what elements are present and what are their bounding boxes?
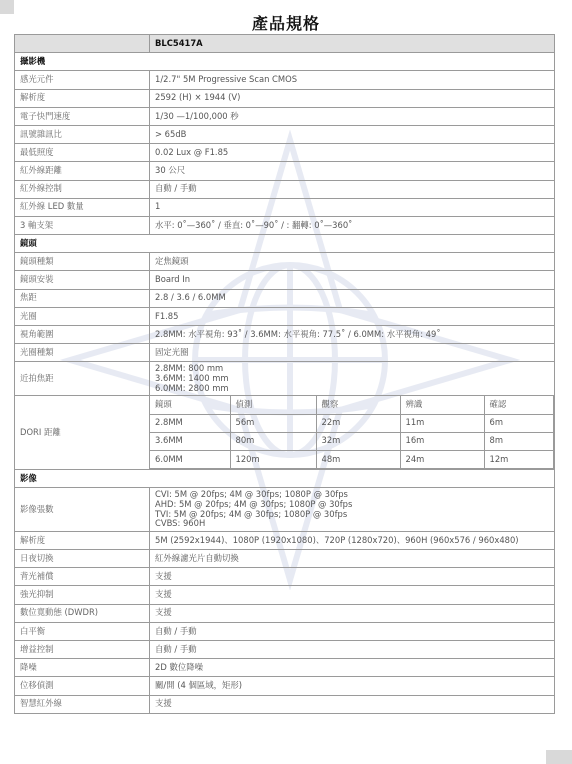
header-label-cell — [15, 35, 150, 53]
spec-value: 固定光圈 — [150, 344, 555, 362]
spec-label: 降噪 — [15, 659, 150, 677]
close-focus-line: 6.0MM: 2800 mm — [155, 382, 229, 393]
close-focus-line: 2.8MM: 800 mm — [155, 363, 224, 374]
dori-data-row — [150, 450, 554, 468]
dori-data-row — [150, 432, 554, 450]
stream-line: AHD: 5M @ 20fps; 4M @ 30fps; 1080P @ 30fps — [155, 498, 353, 509]
section-image — [15, 470, 555, 488]
dori-cell: 8m — [484, 432, 554, 450]
spec-row — [15, 622, 555, 640]
spec-label: 鏡頭安裝 — [15, 271, 150, 289]
corner-mark-bottom-right — [546, 750, 572, 764]
spec-value: 0.02 Lux @ F1.85 — [150, 144, 555, 162]
dori-header-row — [150, 396, 554, 414]
spec-row — [15, 71, 555, 89]
spec-value: 支援 — [150, 568, 555, 586]
spec-value: 2.8 / 3.6 / 6.0MM — [150, 289, 555, 307]
spec-row — [15, 144, 555, 162]
spec-label: 感光元件 — [15, 71, 150, 89]
spec-row — [15, 604, 555, 622]
spec-value: 自動 / 手動 — [150, 622, 555, 640]
spec-value: 支援 — [150, 695, 555, 713]
spec-label: 紅外線 LED 數量 — [15, 198, 150, 216]
dori-header: 偵測 — [230, 396, 316, 414]
spec-row — [15, 695, 555, 713]
spec-value: 1 — [150, 198, 555, 216]
spec-value: F1.85 — [150, 307, 555, 325]
dori-header: 辨識 — [400, 396, 484, 414]
spec-row — [15, 271, 555, 289]
spec-label: 背光補償 — [15, 568, 150, 586]
spec-value: 定焦鏡頭 — [150, 253, 555, 271]
spec-value: 支援 — [150, 586, 555, 604]
dori-cell: 6.0MM — [150, 450, 230, 468]
spec-table — [14, 34, 555, 714]
spec-row — [15, 641, 555, 659]
spec-label: 日夜切換 — [15, 550, 150, 568]
spec-row — [15, 198, 555, 216]
spec-label: 影像張數 — [15, 488, 150, 532]
dori-data-row — [150, 414, 554, 432]
spec-label: 白平衡 — [15, 622, 150, 640]
spec-label: 解析度 — [15, 89, 150, 107]
dori-cell: 22m — [316, 414, 400, 432]
spec-value: 關/開 (4 個區域，矩形) — [150, 677, 555, 695]
dori-cell: 24m — [400, 450, 484, 468]
dori-cell: 32m — [316, 432, 400, 450]
close-focus-row — [15, 362, 555, 396]
stream-line: TVI: 5M @ 20fps; 4M @ 30fps; 1080P @ 30fps — [155, 508, 348, 519]
spec-row — [15, 677, 555, 695]
dori-cell: 12m — [484, 450, 554, 468]
spec-label: 強光抑制 — [15, 586, 150, 604]
dori-cell: 120m — [230, 450, 316, 468]
spec-value: 紅外線濾光片自動切換 — [150, 550, 555, 568]
spec-value: 水平: 0˚—360˚ / 垂直: 0˚—90˚ / : 翻轉: 0˚—360˚ — [150, 216, 555, 234]
dori-cell: 6m — [484, 414, 554, 432]
spec-row — [15, 107, 555, 125]
dori-table-cell — [150, 396, 555, 470]
stream-line: CVBS: 960H — [155, 518, 206, 529]
section-title-image: 影像 — [15, 470, 555, 488]
spec-row — [15, 162, 555, 180]
dori-header: 鏡頭 — [150, 396, 230, 414]
spec-label: 智慧紅外線 — [15, 695, 150, 713]
spec-value: > 65dB — [150, 125, 555, 143]
spec-label: 電子快門速度 — [15, 107, 150, 125]
spec-row — [15, 180, 555, 198]
spec-value: 30 公尺 — [150, 162, 555, 180]
section-title-camera: 攝影機 — [15, 53, 555, 71]
section-lens — [15, 235, 555, 253]
spec-value: 5M (2592x1944)、1080P (1920x1080)、720P (1280x720)、960H (960x576 / 960x480) — [150, 531, 555, 549]
spec-label: 紅外線距離 — [15, 162, 150, 180]
dori-cell: 2.8MM — [150, 414, 230, 432]
spec-row — [15, 659, 555, 677]
spec-label: 數位寬動態 (DWDR) — [15, 604, 150, 622]
dori-row — [15, 396, 555, 470]
table-header-row — [15, 35, 555, 53]
spec-row — [15, 326, 555, 344]
streams-row — [15, 488, 555, 532]
dori-cell: 56m — [230, 414, 316, 432]
spec-value: 自動 / 手動 — [150, 641, 555, 659]
model-number: BLC5417A — [150, 35, 555, 53]
dori-header: 觀察 — [316, 396, 400, 414]
spec-row — [15, 531, 555, 549]
spec-value: Board In — [150, 271, 555, 289]
dori-cell: 11m — [400, 414, 484, 432]
streams-values — [150, 488, 555, 532]
spec-label: 近拍焦距 — [15, 362, 150, 396]
dori-cell: 80m — [230, 432, 316, 450]
spec-label: 光圈 — [15, 307, 150, 325]
page-title: 產品規格 — [251, 14, 320, 33]
close-focus-values — [150, 362, 555, 396]
section-title-lens: 鏡頭 — [15, 235, 555, 253]
spec-row — [15, 307, 555, 325]
spec-label: 最低照度 — [15, 144, 150, 162]
spec-label: 光圈種類 — [15, 344, 150, 362]
spec-label: 增益控制 — [15, 641, 150, 659]
dori-header: 確認 — [484, 396, 554, 414]
spec-value: 支援 — [150, 604, 555, 622]
spec-row — [15, 253, 555, 271]
dori-table — [150, 396, 554, 469]
spec-label: 焦距 — [15, 289, 150, 307]
spec-label: 訊號雜訊比 — [15, 125, 150, 143]
spec-row — [15, 586, 555, 604]
stream-line: CVI: 5M @ 20fps; 4M @ 30fps; 1080P @ 30fps — [155, 489, 348, 500]
spec-row — [15, 125, 555, 143]
spec-label: 位移偵測 — [15, 677, 150, 695]
spec-row — [15, 289, 555, 307]
spec-label: 解析度 — [15, 531, 150, 549]
spec-value: 2.8MM: 水平視角: 93˚ / 3.6MM: 水平視角: 77.5˚ / 6.0MM: 水平視角: 49˚ — [150, 326, 555, 344]
spec-value: 自動 / 手動 — [150, 180, 555, 198]
spec-value: 2592 (H) × 1944 (V) — [150, 89, 555, 107]
spec-label: 紅外線控制 — [15, 180, 150, 198]
spec-row — [15, 568, 555, 586]
dori-cell: 3.6MM — [150, 432, 230, 450]
spec-value: 1/2.7" 5M Progressive Scan CMOS — [150, 71, 555, 89]
spec-value: 2D 數位降噪 — [150, 659, 555, 677]
spec-row — [15, 344, 555, 362]
spec-label: 鏡頭種類 — [15, 253, 150, 271]
spec-label: 3 軸支架 — [15, 216, 150, 234]
section-camera — [15, 53, 555, 71]
spec-row — [15, 216, 555, 234]
spec-row — [15, 89, 555, 107]
spec-label: DORI 距離 — [15, 396, 150, 470]
spec-value: 1/30 —1/100,000 秒 — [150, 107, 555, 125]
spec-row — [15, 550, 555, 568]
close-focus-line: 3.6MM: 1400 mm — [155, 373, 229, 384]
dori-cell: 16m — [400, 432, 484, 450]
dori-cell: 48m — [316, 450, 400, 468]
spec-label: 視角範圍 — [15, 326, 150, 344]
